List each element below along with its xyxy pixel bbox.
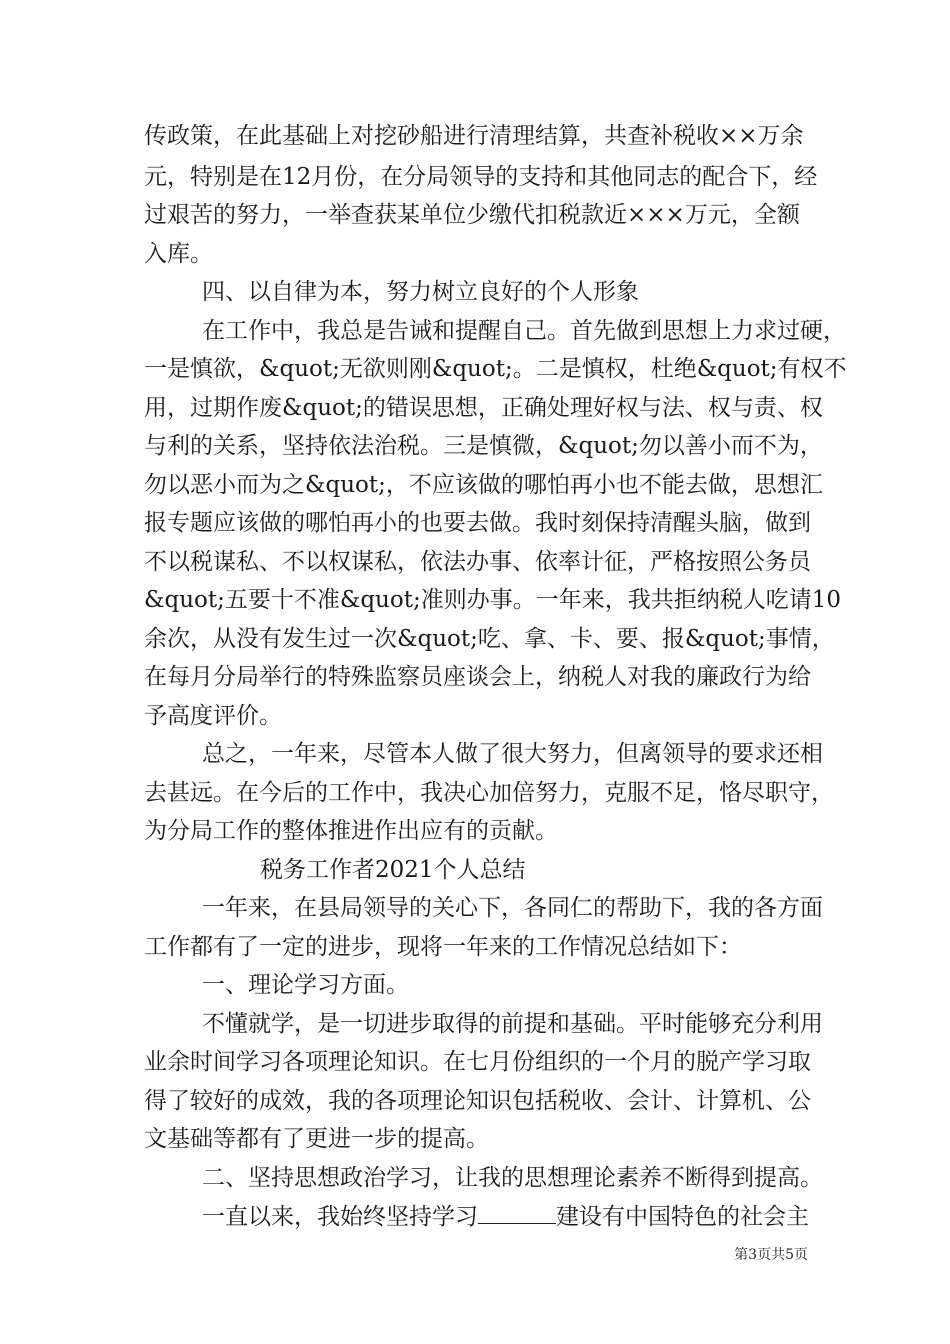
text-line: 业余时间学习各项理论知识。在七月份组织的一个月的脱产学习取 xyxy=(144,1049,811,1075)
text-line: 不以税谋私、不以权谋私，依法办事、依率计征，严格按照公务员 xyxy=(144,549,811,575)
paragraph-first-line: 一年来，在县局领导的关心下，各同仁的帮助下，我的各方面 xyxy=(202,895,823,921)
text-line: 工作都有了一定的进步，现将一年来的工作情况总结如下： xyxy=(144,934,742,960)
text-line: &quot;五要十不准&quot;准则办事。一年来，我共拒纳税人吃请10 xyxy=(144,587,841,613)
text-line: 在每月分局举行的特殊监察员座谈会上，纳税人对我的廉政行为给 xyxy=(144,664,811,690)
text-line: 与利的关系，坚持依法治税。三是慎微，&quot;勿以善小而不为， xyxy=(144,433,823,459)
text-line: 一是慎欲，&quot;无欲则刚&quot;。二是慎权，杜绝&quot;有权不 xyxy=(144,356,847,382)
paragraph-first-line xyxy=(202,1201,809,1232)
fill-in-blank xyxy=(478,1201,556,1224)
paragraph-first-line: 不懂就学，是一切进步取得的前提和基础。平时能够充分利用 xyxy=(202,1011,823,1037)
text-line: 报专题应该做的哪怕再小的也要去做。我时刻保持清醒头脑，做到 xyxy=(144,510,811,536)
paragraph-first-line: 总之，一年来，尽管本人做了很大努力，但离领导的要求还相 xyxy=(202,741,823,767)
text-line: 入库。 xyxy=(144,241,213,267)
text-line: 过艰苦的努力，一举查获某单位少缴代扣税款近×××万元，全额 xyxy=(144,202,800,228)
text-line: 余次，从没有发生过一次&quot;吃、拿、卡、要、报&quot;事情， xyxy=(144,626,835,652)
section-heading: 二、坚持思想政治学习，让我的思想理论素养不断得到提高。 xyxy=(202,1165,823,1191)
text-line: 传政策，在此基础上对挖砂船进行清理结算，共查补税收××万余 xyxy=(144,123,804,149)
text-line: 元，特别是在12月份，在分局领导的支持和其他同志的配合下，经 xyxy=(144,164,818,190)
text-line: 用，过期作废&quot;的错误思想，正确处理好权与法、权与责、权 xyxy=(144,395,823,421)
section-heading: 一、理论学习方面。 xyxy=(202,972,409,998)
text-before-blank: 一直以来，我始终坚持学习 xyxy=(202,1204,478,1230)
text-line: 去甚远。在今后的工作中，我决心加倍努力，克服不足，恪尽职守， xyxy=(144,780,834,806)
document-title: 税务工作者2021个人总结 xyxy=(260,857,526,883)
text-line: 予高度评价。 xyxy=(144,703,282,729)
text-line: 得了较好的成效，我的各项理论知识包括税收、会计、计算机、公 xyxy=(144,1088,811,1114)
page-number: 第3页共5页 xyxy=(734,1247,808,1263)
text-after-blank: 建设有中国特色的社会主 xyxy=(556,1204,809,1230)
section-heading: 四、以自律为本，努力树立良好的个人形象 xyxy=(202,279,639,305)
text-line: 勿以恶小而为之&quot;，不应该做的哪怕再小也不能去做，思想汇 xyxy=(144,472,823,498)
text-line: 为分局工作的整体推进作出应有的贡献。 xyxy=(144,818,558,844)
paragraph-first-line: 在工作中，我总是告诫和提醒自己。首先做到思想上力求过硬， xyxy=(202,318,846,344)
text-line: 文基础等都有了更进一步的提高。 xyxy=(144,1126,489,1152)
